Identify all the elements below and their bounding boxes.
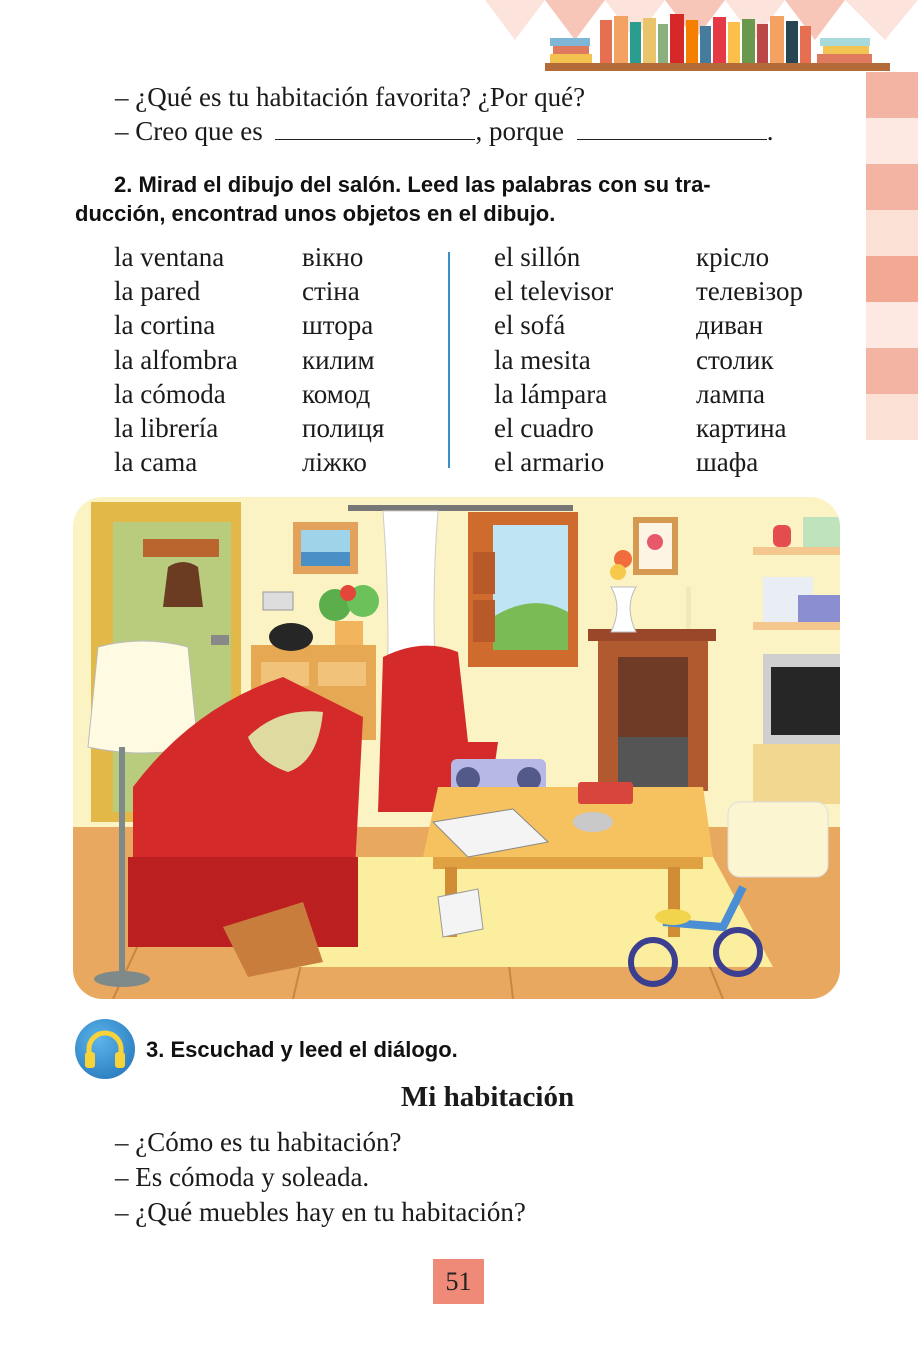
- vocab-translation: комод: [302, 378, 371, 409]
- vocab-translation: телевізор: [696, 276, 803, 307]
- task-3-text: Escuchad y leed el diálogo.: [170, 1037, 458, 1062]
- vocab-translation: штора: [302, 310, 374, 341]
- vocab-right-spanish: [494, 240, 613, 479]
- vocab-translation: вікно: [302, 242, 364, 272]
- vocab-word: la pared: [114, 276, 201, 307]
- task-2-number: 2.: [114, 172, 133, 197]
- task-3: [146, 1037, 458, 1063]
- vocab-translation: столик: [696, 344, 774, 375]
- vocab-left-ukrainian: [302, 240, 384, 479]
- dialogue-line: – ¿Cómo es tu habitación?: [115, 1127, 402, 1157]
- bookshelf-illustration: [545, 8, 890, 72]
- living-room-illustration: [73, 497, 840, 999]
- answer-blank-room[interactable]: [275, 139, 475, 140]
- vocab-word: el sillón: [494, 242, 581, 272]
- vocab-right-ukrainian: [696, 240, 803, 479]
- vocab-translation: картина: [696, 413, 787, 444]
- answer-end: .: [766, 116, 774, 146]
- vocab-translation: диван: [696, 310, 764, 341]
- vocab-word: la alfombra: [114, 344, 238, 375]
- dialogue-line: – ¿Qué muebles hay en tu habitación?: [115, 1197, 526, 1227]
- vocab-divider: [448, 252, 450, 468]
- task-2-text-1: Mirad el dibujo del salón. Leed las palabras con su tra-: [138, 172, 711, 197]
- vocab-word: la cama: [114, 447, 198, 478]
- vocab-word: la mesita: [494, 344, 591, 375]
- headphones-audio-icon[interactable]: [75, 1019, 135, 1079]
- vocab-translation: ліжко: [302, 447, 367, 478]
- task-2-text-2: ducción, encontrad unos objetos en el dibujo.: [75, 201, 556, 226]
- vocab-word: el sofá: [494, 310, 566, 341]
- dialogue-title: Mi habitación: [400, 1081, 575, 1113]
- vocab-left-spanish: [114, 240, 238, 479]
- vocab-translation: стіна: [302, 276, 360, 307]
- vocab-word: el cuadro: [494, 413, 594, 444]
- dialogue-line: – Es cómoda y soleada.: [115, 1162, 370, 1192]
- vocab-word: la ventana: [114, 242, 225, 272]
- answer-prefix: – Creo que es: [115, 116, 263, 146]
- task-2-line-1: [114, 172, 711, 198]
- vocab-translation: лампа: [696, 378, 765, 409]
- vocab-word: el televisor: [494, 276, 614, 307]
- coat: [163, 562, 203, 607]
- vocab-translation: полиця: [302, 413, 385, 444]
- dialogue-answer-line: [115, 116, 773, 147]
- vocab-word: el armario: [494, 447, 605, 478]
- vocab-word: la cómoda: [114, 378, 226, 409]
- vocab-word: la librería: [114, 413, 219, 444]
- vocab-translation: крісло: [696, 242, 770, 272]
- page-number: 51: [433, 1259, 484, 1304]
- answer-blank-reason[interactable]: [577, 139, 767, 140]
- vocab-word: la lámpara: [494, 378, 608, 409]
- task-3-number: 3.: [146, 1037, 165, 1062]
- dialogue-question-favorite-room: – ¿Qué es tu habitación favorita? ¿Por qué?: [115, 82, 586, 112]
- vocab-translation: килим: [302, 344, 375, 375]
- answer-connector: , porque: [475, 116, 564, 146]
- vocab-translation: шафа: [696, 447, 759, 478]
- vocab-word: la cortina: [114, 310, 216, 341]
